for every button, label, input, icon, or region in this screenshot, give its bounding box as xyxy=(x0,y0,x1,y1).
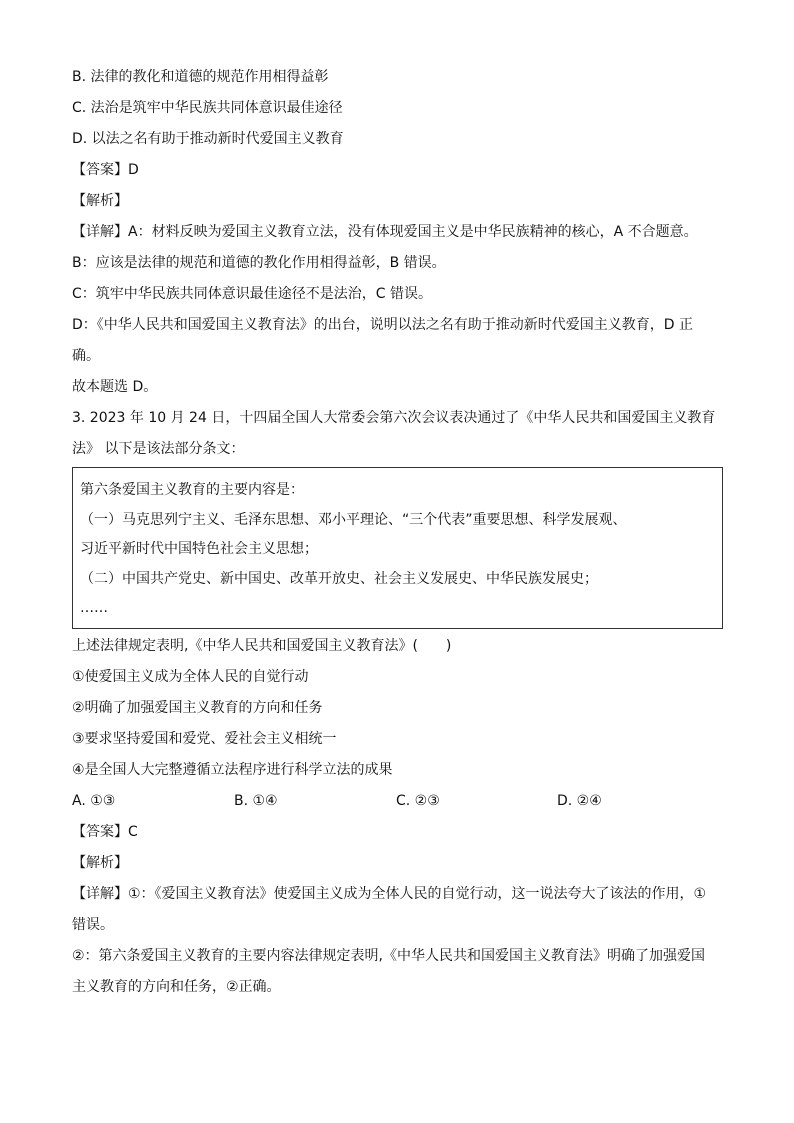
q2-conclusion: 故本题选 D。 xyxy=(72,379,158,395)
document-page xyxy=(72,62,722,1003)
q3-question: 上述法律规定表明,《中华人民共和国爱国主义教育法》( ) xyxy=(72,637,452,654)
q3-answer: 【答案】C xyxy=(72,823,138,840)
q3-item-1: ①使爱国主义成为全体人民的自觉行动 xyxy=(72,668,309,685)
q3-item-4: ④是全国人大完整遵循立法程序进行科学立法的成果 xyxy=(72,761,393,778)
q3-analysis-label: 【解析】 xyxy=(72,854,128,871)
q2-detail-4a: D：《中华人民共和国爱国主义教育法》的出台，说明以法之名有助于推动新时代爱国主义教育，D 正 xyxy=(72,317,694,333)
q2-option-c: C. 法治是筑牢中华民族共同体意识最佳途径 xyxy=(72,100,343,116)
law-excerpt-line-4: （二）中国共产党史、新中国史、改革开放史、社会主义发展史、中华民族发展史； xyxy=(80,570,598,587)
q2-detail-3: C：筑牢中华民族共同体意识最佳途径不是法治，C 错误。 xyxy=(72,286,432,302)
q2-detail-1: 【详解】A：材料反映为爱国主义教育立法，没有体现爱国主义是中华民族精神的核心，A 不合题意。 xyxy=(72,224,698,240)
law-excerpt-line-3: 习近平新时代中国特色社会主义思想； xyxy=(80,541,318,557)
q3-detail-2a: ②：第六条爱国主义教育的主要内容法律规定表明,《中华人民共和国爱国主义教育法》明确了加强爱国 xyxy=(72,947,705,964)
q2-analysis-label: 【解析】 xyxy=(72,193,128,209)
q2-detail-2: B：应该是法律的规范和道德的教化作用相得益彰，B 错误。 xyxy=(72,255,446,271)
q3-detail-2b: 主义教育的方向和任务，②正确。 xyxy=(72,978,281,995)
q3-choice-c: C. ②③ xyxy=(396,792,440,809)
q2-option-d: D. 以法之名有助于推动新时代爱国主义教育 xyxy=(72,131,344,147)
law-excerpt-box xyxy=(72,467,723,629)
q3-choice-b: B. ①④ xyxy=(234,792,278,809)
law-excerpt-line-1: 第六条爱国主义教育的主要内容是： xyxy=(80,482,304,498)
q3-stem-line1: 3. 2023 年 10 月 24 日，十四届全国人大常委会第六次会议表决通过了《中华人民共和国爱国主义教育 xyxy=(72,410,716,426)
q3-detail-1a: 【详解】①：《爱国主义教育法》使爱国主义成为全体人民的自觉行动，这一说法夸大了该法的作用，① xyxy=(72,885,707,902)
q3-choice-a: A. ①③ xyxy=(72,792,116,809)
q3-detail-1b: 错误。 xyxy=(72,916,114,933)
q3-item-3: ③要求坚持爱国和爱党、爱社会主义相统一 xyxy=(72,730,337,747)
q3-choices xyxy=(72,786,722,817)
q3-item-2: ②明确了加强爱国主义教育的方向和任务 xyxy=(72,699,323,716)
q2-detail-4b: 确。 xyxy=(72,348,100,364)
q2-answer: 【答案】D xyxy=(72,162,139,178)
q3-stem-line2: 法》 以下是该法部分条文： xyxy=(72,441,245,457)
law-excerpt-line-2: （一）马克思列宁主义、毛泽东思想、邓小平理论、“三个代表”重要思想、科学发展观、 xyxy=(80,511,627,528)
law-excerpt-line-5: …… xyxy=(80,600,108,616)
q3-choice-d: D. ②④ xyxy=(557,792,602,809)
q2-option-b: B. 法律的教化和道德的规范作用相得益彰 xyxy=(72,69,329,85)
